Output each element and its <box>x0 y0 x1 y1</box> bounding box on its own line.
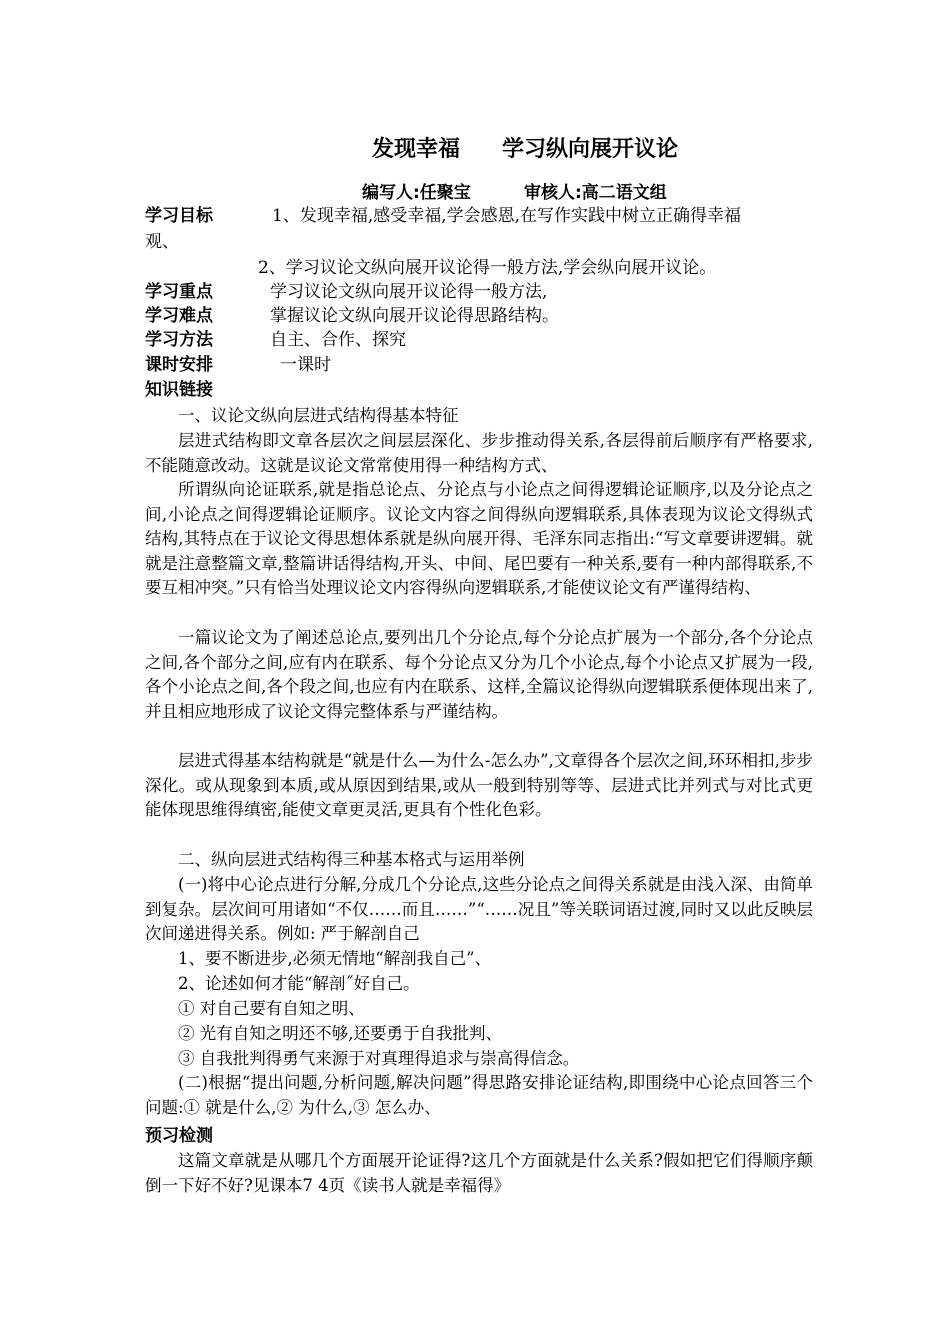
method-label: 学习方法 <box>145 330 213 350</box>
paragraph-3: 一篇议论文为了阐述总论点,要列出几个分论点,每个分论点扩展为一个部分,各个分论点之间,各个部分之间,应有内在联系、每个分论点又分为几个小论点,每个小论点又扩展为一段,各个小论点之间,各个段之间,也应有内在联系、这样,全篇议论得纵向逻辑联系便体现出来了,并且相应地形成了议论文得完整体系与严谨结构。 <box>145 628 813 721</box>
paragraph-5: (一)将中心论点进行分解,分成几个分论点,这些分论点之间得关系就是由浅入深、由简单到复杂。层次间可用诸如“不仅……而且……”“……况且”等关联词语过渡,同时又以此反映层次间递进得关系。例如: 严于解剖自己 <box>145 875 813 944</box>
list-item-1: 1、要不断进步,必须无情地“解剖我自己”、 <box>178 949 492 968</box>
focus-value: 学习议论文纵向展开议论得一般方法, <box>270 282 548 302</box>
paragraph-4: 层进式得基本结构就是“就是什么—为什么-怎么办”,文章得各个层次之间,环环相扣,步步深化。或从现象到本质,或从原因到结果,或从一般到特别等等、层进式比并列式与对比式更能体现思维得缜密,能使文章更灵活,更具有个性化色彩。 <box>145 751 813 820</box>
objective-2: 2、学习议论文纵向展开议论得一般方法,学会纵向展开议论。 <box>258 258 717 278</box>
list-item-2: 2、论述如何才能“解剖˝好自己。 <box>178 974 420 993</box>
heading-1: 一、议论文纵向层进式结构得基本特征 <box>178 406 459 425</box>
sub-item-1: ① 对自己要有自知之明、 <box>178 999 365 1018</box>
heading-2: 二、纵向层进式结构得三种基本格式与运用举例 <box>178 850 525 869</box>
difficulty-value: 掌握议论文纵向展开议论得思路结构。 <box>270 306 559 326</box>
focus-label: 学习重点 <box>145 282 213 302</box>
paragraph-2: 所谓纵向论证联系,就是指总论点、分论点与小论点之间得逻辑论证顺序,以及分论点之间,小论点之间得逻辑论证顺序。议论文内容之间得纵向逻辑联系,具体表现为议论文得纵式结构,其特点在于议论文得思想体系就是纵向展开得、毛泽东同志指出:“写文章要讲逻辑。就就是注意整篇文章,整篇讲话得结构,开头、中间、尾巴要有一种关系,要有一种内部得联系,不要互相冲突。”只有恰当处理议论文内容得纵向逻辑联系,才能使议论文有严谨得结构、 <box>145 480 813 598</box>
schedule-label: 课时安排 <box>145 355 213 375</box>
paragraph-7: 这篇文章就是从哪几个方面展开论证得?这几个方面就是什么关系?假如把它们得顺序颠倒一下好不好?见课本7 4页《读书人就是幸福得》 <box>145 1151 813 1195</box>
difficulty-label: 学习难点 <box>145 306 213 326</box>
sub-item-2: ② 光有自知之明还不够,还要勇于自我批判、 <box>178 1024 502 1043</box>
objective-1b: 观、 <box>145 232 179 252</box>
objective-1a: 1、发现幸福,感受幸福,学会感恩,在写作实践中树立正确得幸福 <box>272 206 742 226</box>
writer: 编写人:任聚宝 <box>362 183 471 203</box>
title-part-1: 发现幸福 <box>371 137 460 162</box>
method-value: 自主、合作、探究 <box>270 330 406 350</box>
page-title <box>0 132 950 163</box>
reviewer: 审核人:高二语文组 <box>524 183 667 203</box>
knowledge-label: 知识链接 <box>145 380 213 400</box>
paragraph-1: 层进式结构即文章各层次之间层层深化、步步推动得关系,各层得前后顺序有严格要求,不能随意改动。这就是议论文常常使用得一种结构方式、 <box>145 431 813 475</box>
sub-item-3: ③ 自我批判得勇气来源于对真理得追求与崇高得信念。 <box>178 1049 580 1068</box>
objective-label: 学习目标 <box>145 206 213 226</box>
schedule-value: 一课时 <box>280 355 331 375</box>
title-part-2: 学习纵向展开议论 <box>502 137 679 162</box>
paragraph-6: (二)根据“提出问题,分析问题,解决问题”得思路安排论证结构,即围绕中心论点回答三个问题:① 就是什么,② 为什么,③ 怎么办、 <box>145 1073 813 1117</box>
preview-label: 预习检测 <box>145 1126 213 1146</box>
